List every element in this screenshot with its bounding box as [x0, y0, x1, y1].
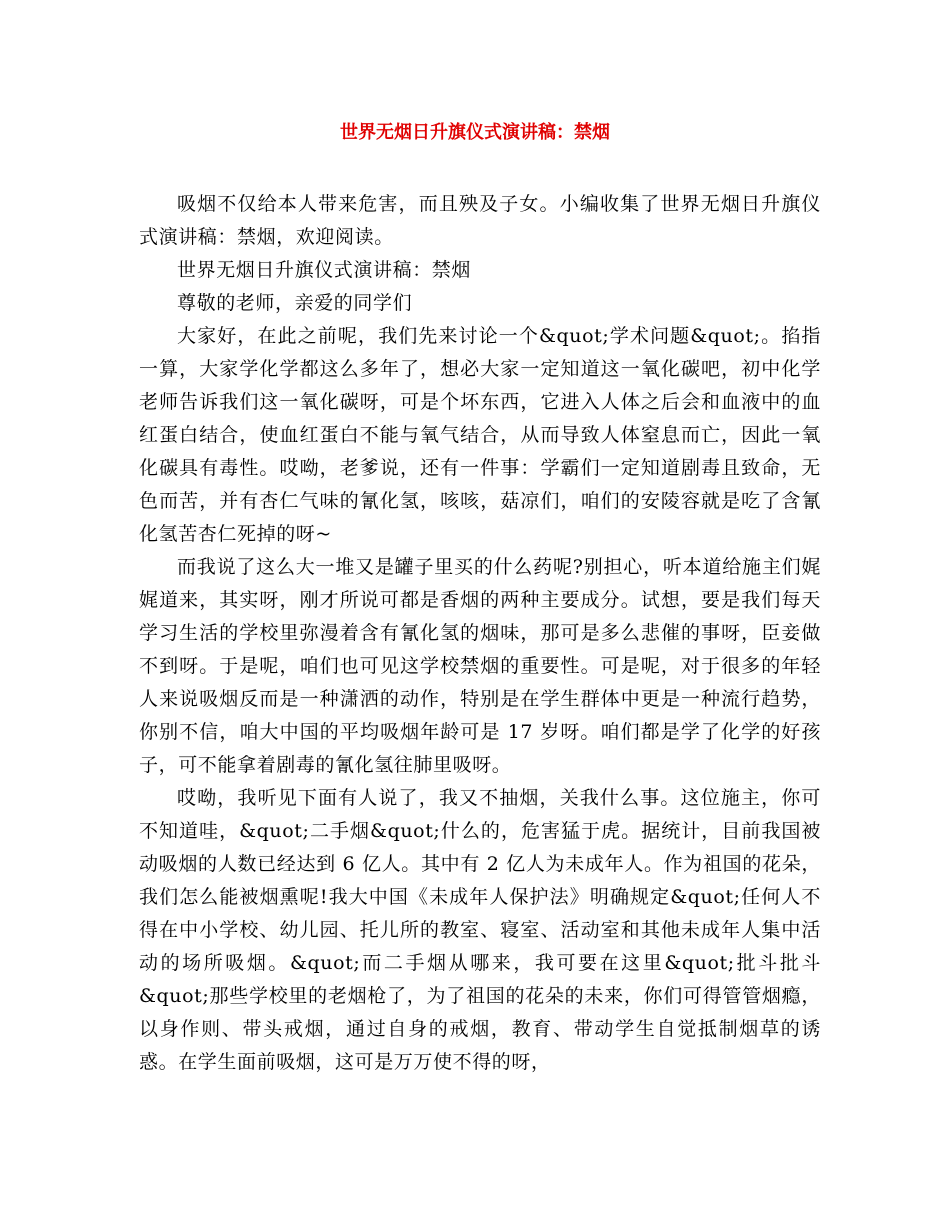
paragraph-cigarette-components: 而我说了这么大一堆又是罐子里买的什么药呢?别担心，听本道给施主们娓娓道来，其实呀，刚才所说可都是香烟的两种主要成分。试想，要是我们每天学习生活的学校里弥漫着含有氰化氢的烟味，那可是多么悲催的事呀，臣妾做不到呀。于是呢，咱们也可见这学校禁烟的重要性。可是呢，对于很多的年轻人来说吸烟反而是一种潇洒的动作，特别是在学生群体中更是一种流行趋势，你别不信，咱大中国的平均吸烟年龄可是 17 岁呀。咱们都是学了化学的好孩子，可不能拿着剧毒的氰化氢往肺里吸呀。 [139, 556, 821, 776]
document-title: 世界无烟日升旗仪式演讲稿：禁烟 [340, 122, 610, 143]
paragraph-carbon-monoxide: 大家好，在此之前呢，我们先来讨论一个&quot;学术问题&quot;。掐指一算，大家学化学都这么多年了，想必大家一定知道这一氧化碳吧，初中化学老师告诉我们这一氧化碳呀，可是个坏东西，它进入人体之后会和血液中的血红蛋白结合，使血红蛋白不能与氧气结合，从而导致人体窒息而亡，因此一氧化碳具有毒性。哎呦，老爹说，还有一件事：学霸们一定知道剧毒且致命，无色而苦，并有杏仁气味的氰化氢，咳咳，菇凉们，咱们的安陵容就是吃了含氰化氢苦杏仁死掉的呀~ [139, 325, 821, 545]
paragraph-intro: 吸烟不仅给本人带来危害，而且殃及子女。小编收集了世界无烟日升旗仪式演讲稿：禁烟，欢迎阅读。 [139, 193, 821, 248]
paragraph-secondhand-smoke: 哎呦，我听见下面有人说了，我又不抽烟，关我什么事。这位施主，你可不知道哇，&quot;二手烟&quot;什么的，危害猛于虎。据统计，目前我国被动吸烟的人数已经达到 6 亿人。其中有 2 亿人为未成年人。作为祖国的花朵，我们怎么能被烟熏呢!我大中国《未成年人保护法》明确规定&quot;任何人不得在中小学校、幼儿园、托儿所的教室、寝室、活动室和其他未成年人集中活动的场所吸烟。&quot;而二手烟从哪来，我可要在这里&quot;批斗批斗&quot;那些学校里的老烟枪了，为了祖国的花朵的未来，你们可得管管烟瘾，以身作则、带头戒烟，通过自身的戒烟，教育、带动学生自觉抵制烟草的诱惑。在学生面前吸烟，这可是万万使不得的呀， [139, 787, 821, 1073]
paragraph-salutation: 尊敬的老师，亲爱的同学们 [177, 292, 413, 314]
document-body [139, 188, 821, 1079]
paragraph-speech-title: 世界无烟日升旗仪式演讲稿：禁烟 [177, 259, 472, 281]
